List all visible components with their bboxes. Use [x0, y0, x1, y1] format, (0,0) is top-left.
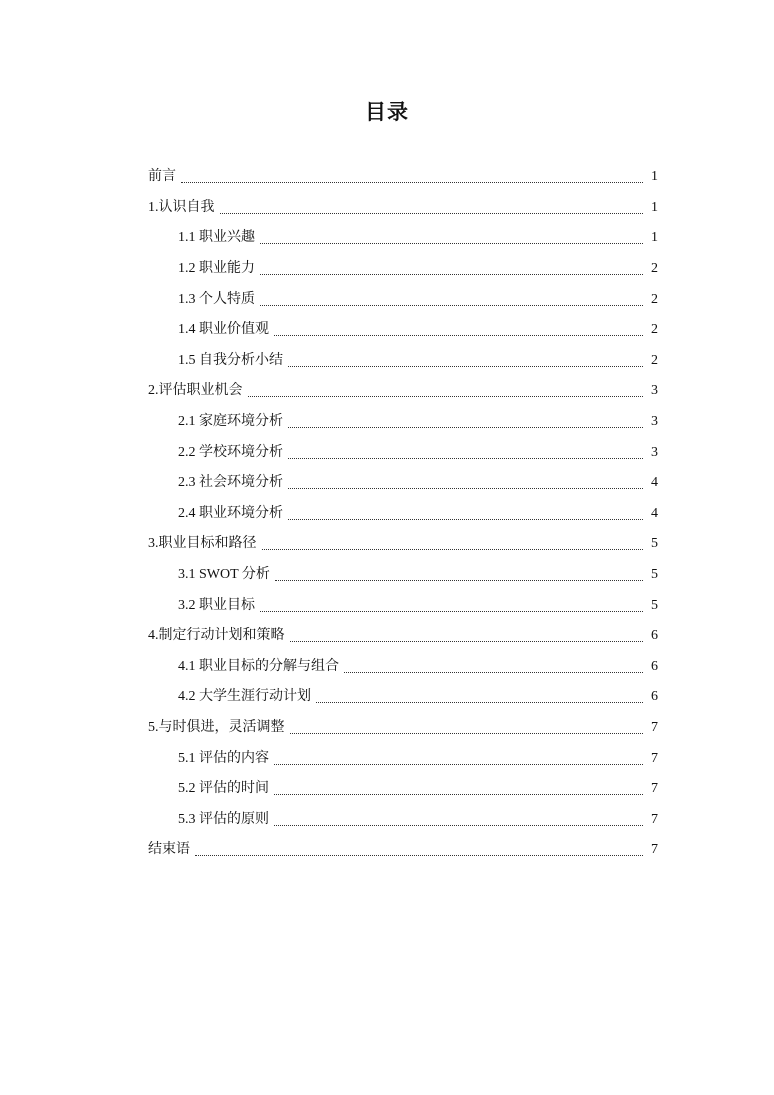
toc-entry[interactable] — [148, 315, 658, 346]
toc-entry-page-number: 2 — [651, 352, 658, 368]
toc-entry-page-number: 2 — [651, 261, 658, 277]
dot-leader — [275, 579, 643, 581]
toc-entry-page-number: 7 — [651, 719, 658, 735]
dot-leader — [260, 610, 643, 612]
toc-entry-page-number: 2 — [651, 322, 658, 338]
toc-entry[interactable] — [148, 254, 658, 285]
toc-entry-label: 1.3 个人特质 — [178, 291, 255, 307]
toc-entry[interactable] — [148, 652, 658, 683]
toc-entry-page-number: 3 — [651, 383, 658, 399]
toc-entry[interactable] — [148, 284, 658, 315]
toc-entry-page-number: 5 — [651, 597, 658, 613]
page-title: 目录 — [365, 100, 409, 124]
toc-entry-page-number: 3 — [651, 444, 658, 460]
dot-leader — [288, 365, 643, 367]
dot-leader — [181, 181, 643, 183]
toc-entry-page-number: 5 — [651, 567, 658, 583]
toc-entry-label: 1.认识自我 — [148, 199, 215, 215]
toc-entry[interactable] — [148, 468, 658, 499]
toc-entry-page-number: 5 — [651, 536, 658, 552]
toc-entry[interactable] — [148, 621, 658, 652]
table-of-contents — [148, 162, 658, 866]
toc-entry-label: 1.1 职业兴趣 — [178, 230, 255, 246]
dot-leader — [220, 212, 644, 214]
dot-leader — [344, 671, 643, 673]
toc-entry-page-number: 7 — [651, 750, 658, 766]
dot-leader — [260, 242, 643, 244]
toc-entry[interactable] — [148, 193, 658, 224]
toc-entry[interactable] — [148, 804, 658, 835]
toc-entry-page-number: 1 — [651, 199, 658, 215]
dot-leader — [288, 487, 643, 489]
dot-leader — [288, 426, 643, 428]
toc-entry-label: 5.3 评估的原则 — [178, 811, 269, 827]
toc-entry-page-number: 4 — [651, 475, 658, 491]
toc-entry-label: 5.1 评估的内容 — [178, 750, 269, 766]
toc-entry-label: 5.2 评估的时间 — [178, 781, 269, 797]
dot-leader — [260, 304, 643, 306]
toc-entry-page-number: 2 — [651, 291, 658, 307]
toc-entry-page-number: 1 — [651, 230, 658, 246]
toc-entry[interactable] — [148, 407, 658, 438]
toc-entry-page-number: 1 — [651, 169, 658, 185]
toc-entry[interactable] — [148, 835, 658, 866]
dot-leader — [274, 793, 643, 795]
toc-entry-page-number: 6 — [651, 628, 658, 644]
toc-entry-label: 5.与时俱进，灵活调整 — [148, 719, 285, 735]
toc-entry[interactable] — [148, 223, 658, 254]
toc-entry-label: 2.3 社会环境分析 — [178, 475, 283, 491]
toc-entry[interactable] — [148, 376, 658, 407]
toc-entry-label: 1.5 自我分析小结 — [178, 352, 283, 368]
toc-entry-label: 2.2 学校环境分析 — [178, 444, 283, 460]
toc-entry[interactable] — [148, 560, 658, 591]
dot-leader — [316, 701, 643, 703]
toc-entry-label: 前言 — [148, 169, 176, 185]
toc-entry-label: 4.制定行动计划和策略 — [148, 628, 285, 644]
toc-entry[interactable] — [148, 346, 658, 377]
toc-entry-label: 2.4 职业环境分析 — [178, 505, 283, 521]
dot-leader — [290, 640, 644, 642]
dot-leader — [262, 548, 644, 550]
toc-entry-page-number: 7 — [651, 842, 658, 858]
toc-entry-label: 1.4 职业价值观 — [178, 322, 269, 338]
toc-entry-page-number: 6 — [651, 689, 658, 705]
toc-entry[interactable] — [148, 590, 658, 621]
toc-entry[interactable] — [148, 437, 658, 468]
toc-entry-label: 3.职业目标和路径 — [148, 536, 257, 552]
toc-entry-page-number: 7 — [651, 781, 658, 797]
toc-entry-label: 3.2 职业目标 — [178, 597, 255, 613]
toc-entry-label: 4.1 职业目标的分解与组合 — [178, 658, 339, 674]
dot-leader — [195, 854, 643, 856]
toc-entry[interactable] — [148, 682, 658, 713]
toc-entry-page-number: 6 — [651, 658, 658, 674]
toc-entry[interactable] — [148, 743, 658, 774]
toc-entry[interactable] — [148, 162, 658, 193]
toc-entry-label: 3.1 SWOT 分析 — [178, 567, 270, 583]
toc-entry-label: 1.2 职业能力 — [178, 261, 255, 277]
toc-entry-page-number: 4 — [651, 505, 658, 521]
toc-entry-page-number: 3 — [651, 414, 658, 430]
dot-leader — [274, 824, 643, 826]
toc-entry-page-number: 7 — [651, 811, 658, 827]
toc-entry-label: 4.2 大学生涯行动计划 — [178, 689, 311, 705]
toc-entry[interactable] — [148, 774, 658, 805]
toc-entry-label: 结束语 — [148, 842, 190, 858]
toc-entry-label: 2.评估职业机会 — [148, 383, 243, 399]
dot-leader — [288, 518, 643, 520]
dot-leader — [248, 395, 644, 397]
toc-entry-label: 2.1 家庭环境分析 — [178, 414, 283, 430]
dot-leader — [274, 334, 643, 336]
dot-leader — [288, 457, 643, 459]
dot-leader — [260, 273, 643, 275]
dot-leader — [274, 763, 643, 765]
toc-entry[interactable] — [148, 499, 658, 530]
dot-leader — [290, 732, 644, 734]
toc-entry[interactable] — [148, 713, 658, 744]
toc-entry[interactable] — [148, 529, 658, 560]
